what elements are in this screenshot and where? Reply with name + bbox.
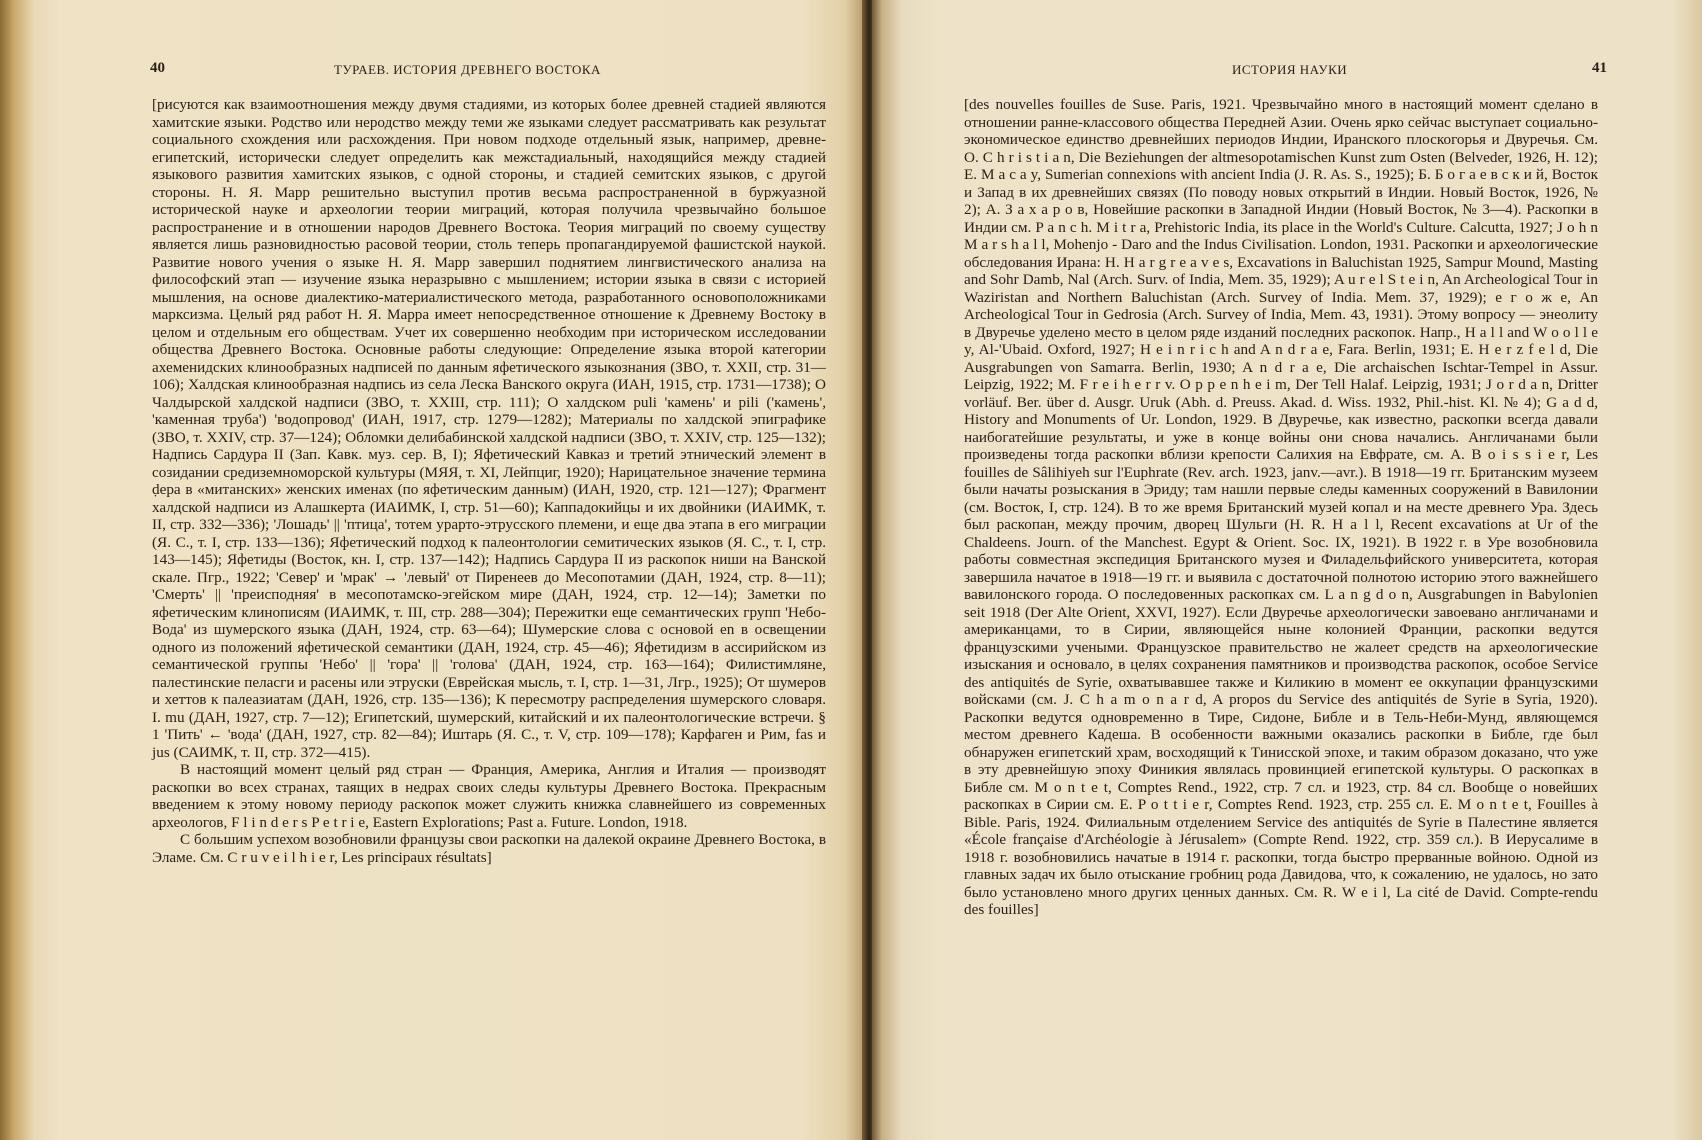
paragraph: В настоящий момент целый ряд стран — Франция, Америка, Англия и Италия — производят раскопки во всех странах, таящих в недрах своих следы культуры Древнего Востока. Прекрасным введением к этому новому периоду раскопок может служить книжка славнейшего из современных археологов, F l i n d e r s P e t r i e, Eastern Explorations; Past a. Future. London, 1918. bbox=[152, 761, 826, 831]
paragraph: С большим успехом возобновили французы свои раскопки на далекой окраине Древнего Востока, в Эламе. См. C r u v e i l h i e r, Les principaux résultats] bbox=[152, 831, 826, 866]
right-running-head: ИСТОРИЯ НАУКИ bbox=[1232, 62, 1348, 77]
right-page-text bbox=[964, 96, 1598, 919]
paragraph: [des nouvelles fouilles de Suse. Paris, 1921. Чрезвычайно много в настоящий момент сделано в отношении ранне-классового общества Передней Азии. Очень ярко сейчас выступает социально-экономическое единство древнейших периодов Индии, Иранского плоскогорья и Двуречья. См. O. C h r i s t i a n, Die Beziehungen der altmesopotamischen Kunst zum Osten (Belveder, 1926, H. 12); E. M a c a y, Sumerian connexions with ancient India (J. R. As. S., 1925); Б. Б о г а е в с к и й, Восток и Запад в их древнейших связях (По поводу новых открытий в Индии. Новый Восток, 1926, № 2); А. З а х а р о в, Новейшие раскопки в Западной Индии (Новый Восток, № 3—4). Раскопки в Индии см. P a n c h. M i t r a, Prehistoric India, its place in the World's Culture. Calcutta, 1927; J o h n M a r s h a l l, Mohenjo - Daro and the Indus Civilisation. London, 1931. Раскопки и археологические обследования Ирана: H. H a r g r e a v e s, Excavations in Baluchistan 1925, Sampur Mound, Masting and Sohr Damb, Nal (Arch. Surv. of India, Mem. 35, 1929); A u r e l S t e i n, An Archeological Tour in Waziristan and Northern Baluchistan (Arch. Survey of India. Mem. 37, 1929); е г о ж е, An Archeological Tour in Gedrosia (Arch. Survey of India, Mem. 43, 1931). Этому вопросу — энеолиту в Двуречье уделено место в целом ряде изданий последних раскопок. Напр., H a l l and W o o l l e y, Al-'Ubaid. Oxford, 1927; H e i n r i c h and A n d r a e, Fara. Berlin, 1931; E. H e r z f e l d, Die Ausgrabungen von Samarra. Berlin, 1930; A n d r a e, Die archaischen Ischtar-Tempel in Assur. Leipzig, 1922; M. F r e i h e r r v. O p p e n h e i m, Der Tell Halaf. Leipzig, 1931; J o r d a n, Dritter vorläuf. Ber. über d. Ausgr. Uruk (Abh. d. Preuss. Akad. d. Wiss. 1932, Phil.-hist. Kl. № 4); G a d d, History and Monuments of Ur. London, 1929. В Двуречье, как известно, раскопки всегда давали наибогатейшие результаты, и уже в конце войны они снова начались. Англичанами были произведены тогда раскопки вблизи крепости Салихия на Евфрате, см. A. B o i s s i e r, Les fouilles de Sâlihiyeh sur l'Euphrate (Rev. arch. 1923, janv.—avr.). В 1918—19 гг. Британским музеем были начаты розыскания в Эриду; там нашли первые следы каменных сооружений в Вавилонии (см. Восток, I, стр. 124). В то же время Британский музей копал и на месте древнего Ура. Здесь был раскопан, между прочим, дворец Шульги (H. R. H a l l, Recent excavations at Ur of the Chaldeens. Journ. of the Manchest. Egypt & Orient. Soc. IX, 1921). В 1922 г. в Уре возобновила работы совместная экспедиция Британского музея и Филадельфийского университета, которая завершила начатое в 1918—19 гг. и выявила с достаточной полнотою историю этого важнейшего вавилонского города. О последовенных раскопках см. L a n g d o n, Ausgrabungen in Babylonien seit 1918 (Der Alte Orient, XXVI, 1927). Если Двуречье археологически завоевано англичанами и американцами, то в Сирии, являющейся ныне колонией Франции, раскопки ведутся французскими учеными. Французское правительство не жалеет средств на археологические изыскания и основало, в целях сохранения памятников и производства раскопок, особое Service des antiquités de Syrie, охватывавшее также и Киликию в момент ее оккупации французскими войсками (см. J. C h a m o n a r d, A propos du Service des antiquités de Syrie в Syria, 1920). Раскопки ведутся одновременно в Тире, Сидоне, Библе и в Тель-Неби-Мунд, являющемся местом древнего Кадеша. В особенности важными оказались раскопки в Библе, где был обнаружен египетский храм, восходящий к Тинисской эпохе, и таким образом доказано, что уже в эту древнейшую эпоху Финикия являлась провинцией египетской культуры. О раскопках в Библе см. M o n t e t, Comptes Rend., 1922, стр. 7 сл. и 1923, стр. 84 сл. Вообще о новейших раскопках в Сирии см. E. P o t t i e r, Comptes Rend. 1923, стр. 255 сл. E. M o n t e t, Fouilles à Bible. Paris, 1924. Филиальным отделением Service des antiquités de Syrie в Палестине является «École française d'Archéologie à Jérusalem» (Compte Rend. 1922, стр. 359 сл.). В Иерусалиме в 1918 г. возобновились начатые в 1914 г. раскопки, тогда быстро прерванные войною. Одной из главных задач их было отыскание гробниц рода Давидова, что, к сожалению, не удалось, но зато было установлено много других ценных данных. См. R. W e i l, La cité de David. Compte-rendu des fouilles] bbox=[964, 96, 1598, 918]
right-page bbox=[872, 0, 1702, 1140]
left-page-text bbox=[152, 96, 826, 866]
left-page-number: 40 bbox=[150, 60, 165, 76]
left-running-head: ТУРАЕВ. ИСТОРИЯ ДРЕВНЕГО ВОСТОКА bbox=[334, 62, 601, 77]
paragraph: [рисуются как взаимоотношения между двумя стадиями, из которых более древней стадией являются хамитские языки. Родство или неродство между теми же языками следует рассматривать как результат социального схождения или расхождения. При новом подходе отдельный язык, например, древне-египетский, исторически следует определить как межстадиальный, находящийся между стадией языкового развития хамитских языков, с одной стороны, и стадией семитских языков, с другой стороны. Н. Я. Марр решительно выступил против весьма распространенной в буржуазной исторической науке и археологии теории миграций, которая получила чрезвычайно большое распространение и в отношении народов Древнего Востока. Теория миграций по своему существу является лишь разновидностью расовой теории, столь теперь пропагандируемой фашистской наукой. Развитие нового учения о языке Н. Я. Марр завершил поднятием лингвистического анализа на философский этап — изучение языка неразрывно с мышлением; истории языка в связи с историей мышления, на основе диалектико-материалистического метода, разработанного основоположниками марксизма. Целый ряд работ Н. Я. Марра имеет непосредственное отношение к Древнему Востоку в целом и отдельным его обществам. Учет их совершенно необходим при историческом исследовании общества Древнего Востока. Основные работы следующие: Определение языка второй категории ахеменидских клинообразных надписей по данным яфетического языкознания (ЗВО, т. XXII, стр. 31—106); Халдская клинообразная надпись из села Леска Ванского округа (ИАН, 1915, стр. 1731—1738); О Чалдырской халдской надписи (ЗВО, т. XXIII, стр. 111); О халдском puli 'камень' и pili ('камень', 'каменная труба') 'водопровод' (ИАН, 1917, стр. 1279—1282); Материалы по халдской эпиграфике (ЗВО, т. XXIV, стр. 37—124); Обломки делибабинской халдской надписи (ЗВО, т. XXIV, стр. 125—132); Надпись Сардура II (Зап. Кавк. муз. сер. В, I); Яфетический Кавказ и третий этнический элемент в созидании средиземноморской культуры (МЯЯ, т. XI, Лейпциг, 1920); Нарицательное значение термина ḍера в «митанских» женских именах (по яфетическим данным) (ИАН, 1920, стр. 121—127); Фрагмент халдской надписи из Алашкерта (ИАИМК, I, стр. 51—60); Каппадокийцы и их двойники (ИАИМК, т. II, стр. 332—336); 'Лошадь' || 'птица', тотем урарто-этрусского племени, и еще два этапа в его миграции (Я. С., т. I, стр. 133—136); Яфетический подход к палеонтологии семитических языков (Я. С., т. I, стр. 143—145); Яфетиды (Восток, кн. I, стр. 137—142); Надпись Сардура II из раскопок ниши на Ванской скале. Пгр., 1922; 'Север' и 'мрак' → 'левый' от Пиренеев до Месопотамии (ДАН, 1924, стр. 8—11); 'Смерть' || 'преисподняя' в месопотамско-эгейском мире (ДАН, 1924, стр. 12—14); Заметки по яфетическим клинописям (ИАИМК, т. III, стр. 288—304); Пережитки еще семантических групп 'Небо-Вода' из шумерского языка (ДАН, 1924, стр. 63—64); Шумерские слова с основой en в освещении одного из положений яфетической семантики (ДАН, 1924, стр. 45—46); Яфетидизм в ассирийском из семантической группы 'Небо' || 'гора' || 'голова' (ДАН, 1924, стр. 163—164); Филистимляне, палестинские пеласги и расены или этруски (Еврейская мысль, т. I, стр. 1—31, Лгр., 1925); От шумеров и хеттов к палеазиатам (ДАН, 1926, стр. 135—136); К пересмотру распределения шумерского словаря. I. mu (ДАН, 1927, стр. 7—12); Египетский, шумерский, китайский и их палеонтологические встречи. § 1 'Пить' ← 'вода' (ДАН, 1927, стр. 82—84); Иштарь (Я. С., т. V, стр. 109—178); Карфаген и Рим, fas и jus (САИМК, т. II, стр. 372—415). bbox=[152, 96, 826, 761]
right-page-number: 41 bbox=[1592, 60, 1607, 76]
